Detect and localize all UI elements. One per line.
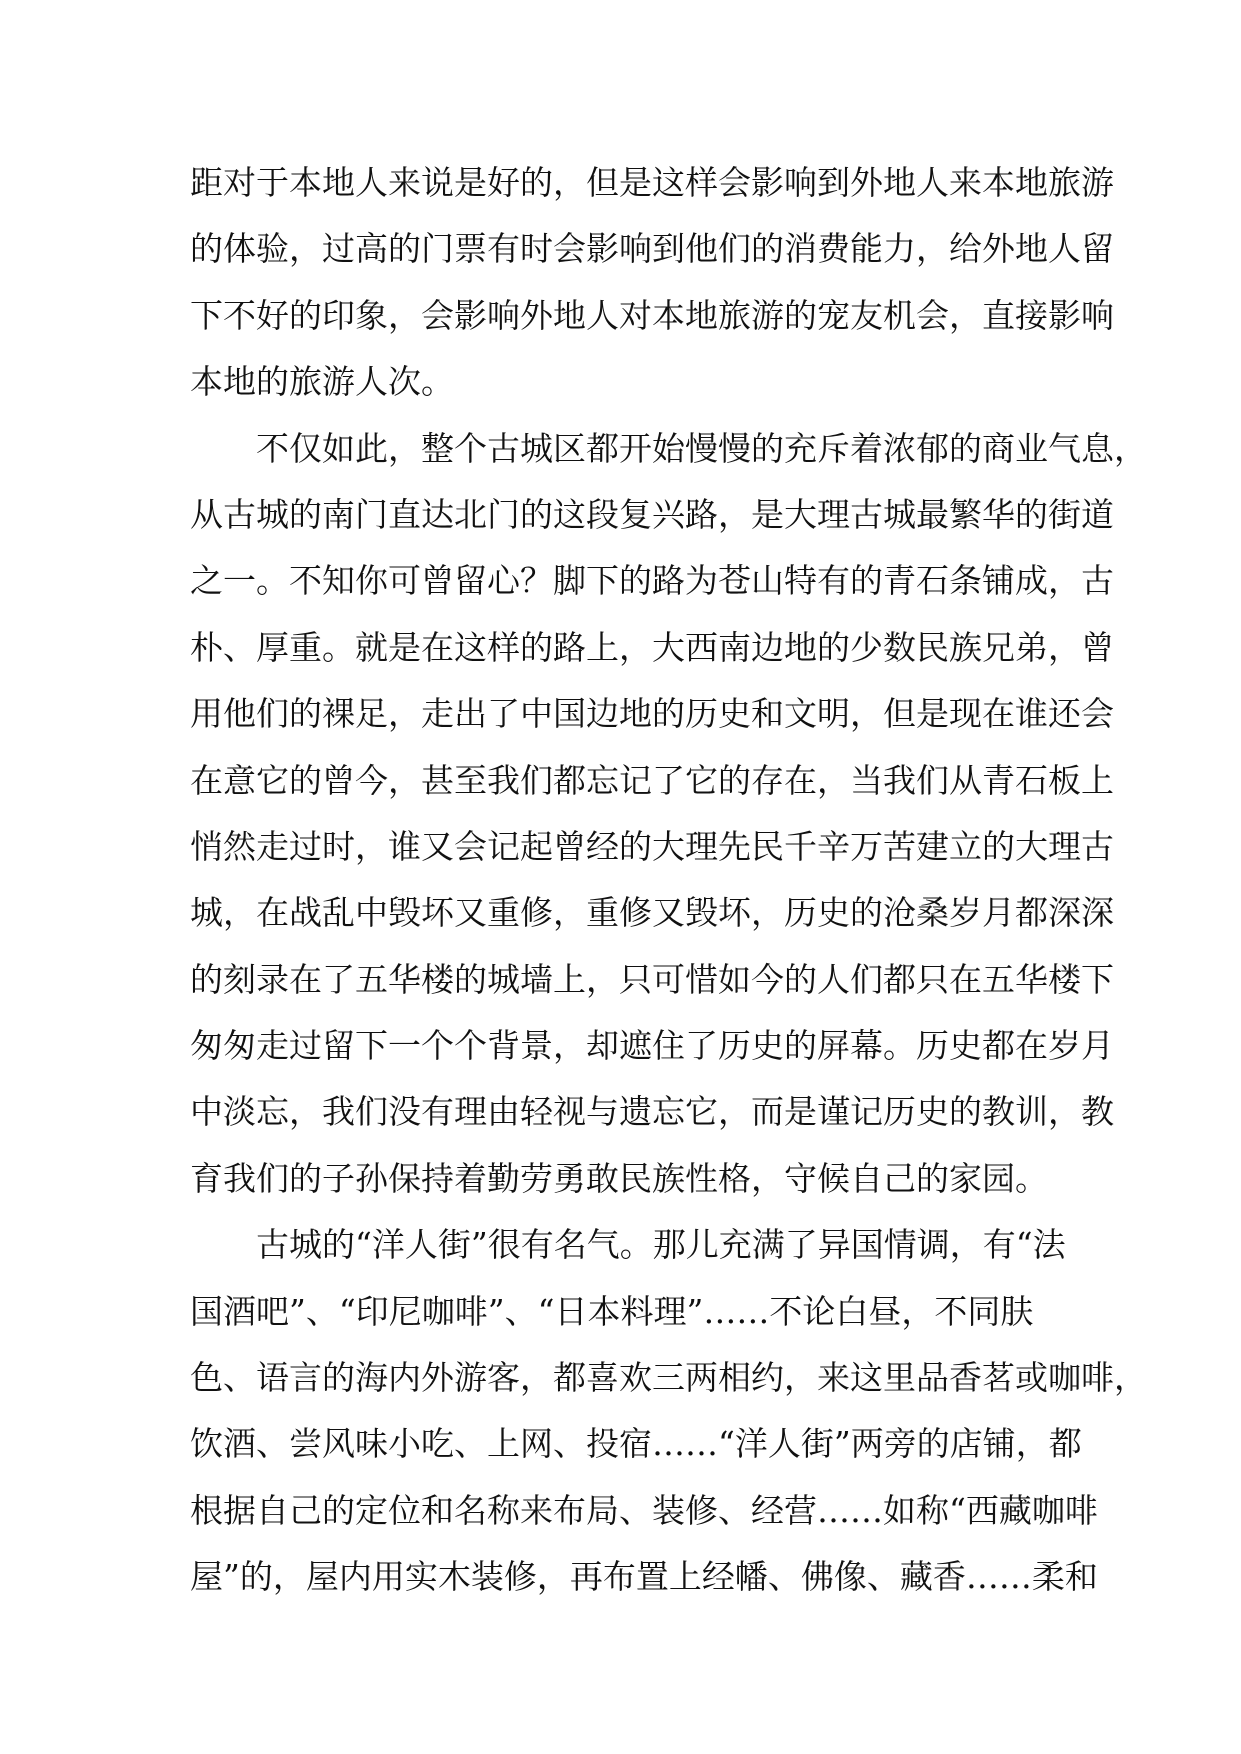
text-line: 用他们的裸足，走出了中国边地的历史和文明，但是现在谁还会 bbox=[190, 694, 1114, 734]
text-line: 的刻录在了五华楼的城墙上，只可惜如今的人们都只在五华楼下 bbox=[190, 959, 1114, 999]
text-line: 下不好的印象，会影响外地人对本地旅游的宠友机会，直接影响 bbox=[190, 295, 1114, 335]
document-body bbox=[190, 163, 1147, 1627]
text-line: 饮酒、尝风味小吃、上网、投宿……“洋人街”两旁的店铺，都 bbox=[190, 1424, 1082, 1464]
text-line: 在意它的曾今，甚至我们都忘记了它的存在，当我们从青石板上 bbox=[190, 760, 1114, 800]
text-line: 距对于本地人来说是好的，但是这样会影响到外地人来本地旅游 bbox=[190, 163, 1114, 202]
text-line: 古城的“洋人街”很有名气。那儿充满了异国情调，有“法 bbox=[190, 1225, 1066, 1265]
text-line: 从古城的南门直达北门的这段复兴路，是大理古城最繁华的街道 bbox=[190, 494, 1114, 534]
text-line: 朴、厚重。就是在这样的路上，大西南边地的少数民族兄弟，曾 bbox=[190, 627, 1114, 667]
text-line: 悄然走过时，谁又会记起曾经的大理先民千辛万苦建立的大理古 bbox=[190, 826, 1114, 866]
text-line: 国酒吧”、“印尼咖啡”、“日本料理”……不论白昼，不同肤 bbox=[190, 1291, 1034, 1331]
text-line: 不仅如此，整个古城区都开始慢慢的充斥着浓郁的商业气息， bbox=[190, 428, 1147, 468]
text-line: 根据自己的定位和名称来布局、装修、经营……如称“西藏咖啡 bbox=[190, 1490, 1098, 1530]
text-line: 之一。不知你可曾留心？脚下的路为苍山特有的青石条铺成，古 bbox=[190, 561, 1114, 601]
text-line: 的体验，过高的门票有时会影响到他们的消费能力，给外地人留 bbox=[190, 229, 1114, 269]
text-line: 育我们的子孙保持着勤劳勇敢民族性格，守候自己的家园。 bbox=[190, 1158, 1048, 1198]
text-line: 匆匆走过留下一个个背景，却遮住了历史的屏幕。历史都在岁月 bbox=[190, 1026, 1114, 1066]
text-line: 中淡忘，我们没有理由轻视与遗忘它，而是谨记历史的教训，教 bbox=[190, 1092, 1114, 1132]
text-line: 城，在战乱中毁坏又重修，重修又毁坏，历史的沧桑岁月都深深 bbox=[190, 893, 1114, 933]
text-line: 屋”的，屋内用实木装修，再布置上经幡、佛像、藏香……柔和 bbox=[190, 1557, 1098, 1597]
text-line: 色、语言的海内外游客，都喜欢三两相约，来这里品香茗或咖啡， bbox=[190, 1358, 1147, 1398]
text-line: 本地的旅游人次。 bbox=[190, 362, 454, 402]
